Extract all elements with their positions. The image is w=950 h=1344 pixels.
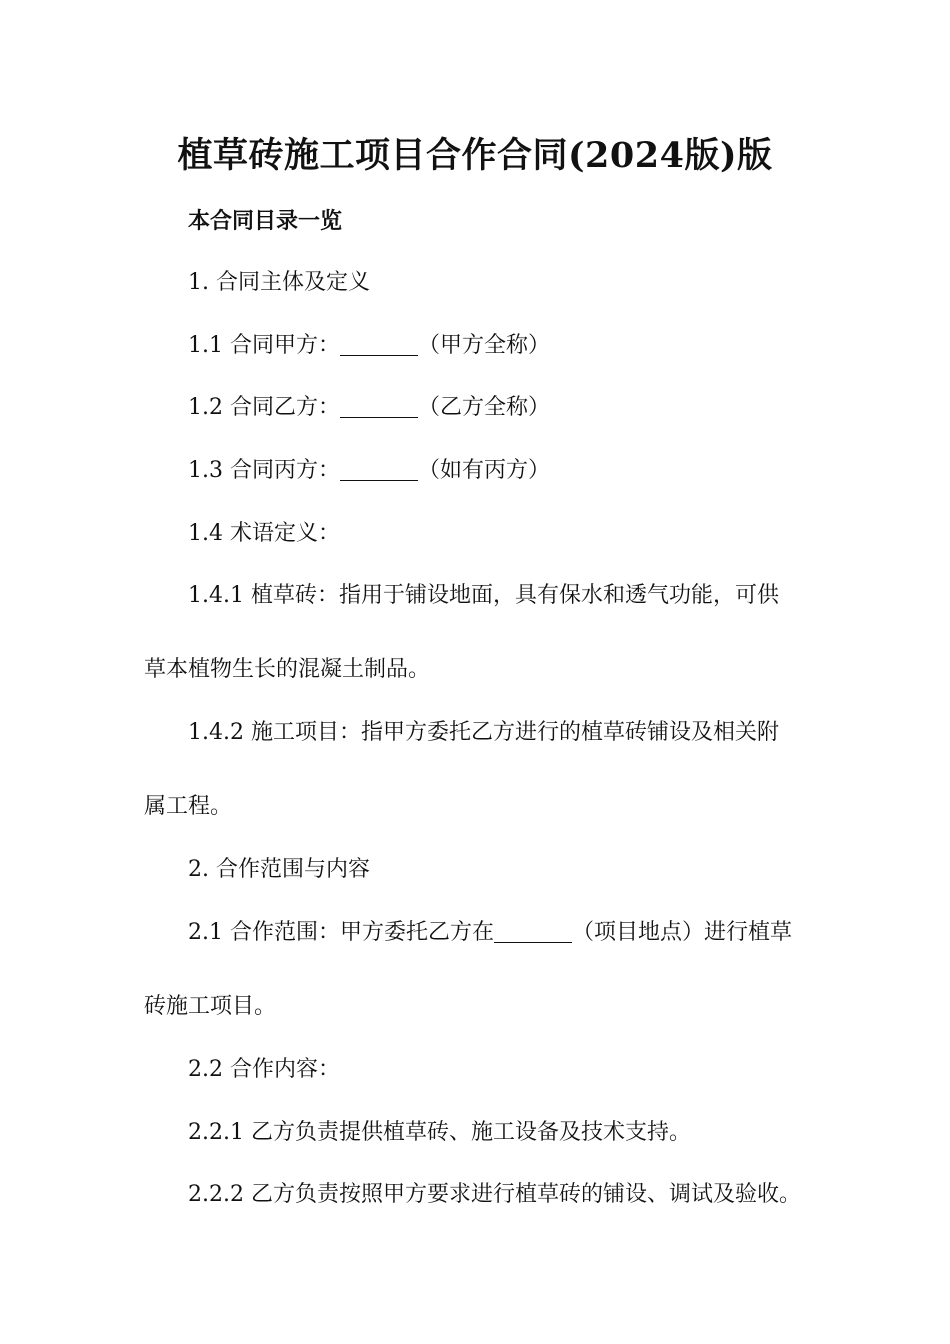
party-c-blank [340,458,418,481]
clause-1-3-note: （如有丙方） [417,458,550,483]
clause-2-2: 2.2 合作内容： [188,1057,340,1082]
clause-2-1-label: 2.1 合作范围：甲方委托乙方在 [188,920,494,945]
clause-1-1-label: 1.1 合同甲方： [188,333,340,358]
clause-1-4-1-line2: 草本植物生长的混凝土制品。 [144,657,431,682]
section-1-heading: 1. 合同主体及定义 [188,270,370,295]
clause-1-2 [188,393,550,423]
clause-2-1-line1 [188,918,792,948]
clause-1-3 [188,456,550,486]
toc-heading: 本合同目录一览 [188,208,343,234]
clause-2-1-note: （项目地点）进行植草 [571,920,792,945]
section-2-heading: 2. 合作范围与内容 [188,857,370,882]
clause-1-1-note: （甲方全称） [417,333,550,358]
clause-1-3-label: 1.3 合同丙方： [188,458,340,483]
clause-1-2-note: （乙方全称） [417,395,550,420]
party-a-blank [340,333,418,356]
clause-2-2-1: 2.2.1 乙方负责提供植草砖、施工设备及技术支持。 [188,1120,691,1145]
document-title: 植草砖施工项目合作合同(2024版)版 [177,135,773,176]
clause-1-4-1-line1: 1.4.1 植草砖：指用于铺设地面，具有保水和透气功能，可供 [188,583,779,608]
clause-1-4-2-line2: 属工程。 [144,794,233,819]
project-location-blank [494,920,572,943]
clause-1-4: 1.4 术语定义： [188,521,340,546]
clause-2-2-2: 2.2.2 乙方负责按照甲方要求进行植草砖的铺设、调试及验收。 [188,1182,801,1207]
clause-1-4-2-line1: 1.4.2 施工项目：指甲方委托乙方进行的植草砖铺设及相关附 [188,720,779,745]
clause-1-1 [188,331,550,361]
party-b-blank [340,395,418,418]
clause-2-1-line2: 砖施工项目。 [144,994,277,1019]
clause-1-2-label: 1.2 合同乙方： [188,395,340,420]
